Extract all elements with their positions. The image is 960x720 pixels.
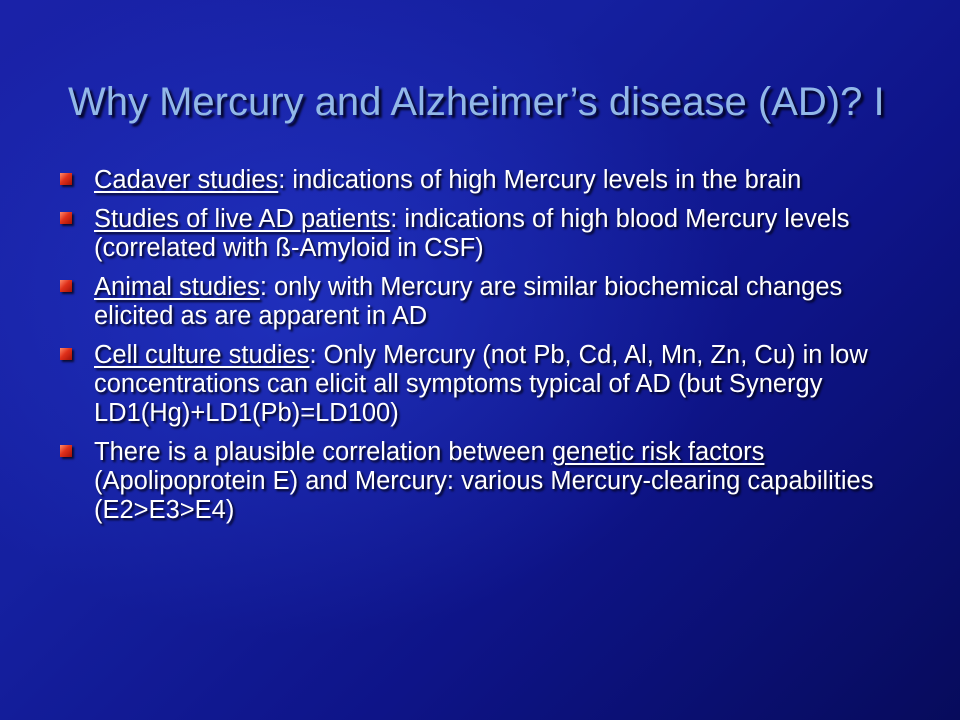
bullet-text: : Only Mercury (not Pb, Cd, Al, Mn, Zn, Cu) in low concentrations can elicit all symptoms typical of AD (but Synergy LD1(Hg)+LD1(Pb)=LD100) [94,341,868,427]
bullet-text: : indications of high blood Mercury levels (correlated with ß-Amyloid in CSF) [94,205,850,262]
bullet-item-live-patients [56,205,916,263]
bullet-text: : indications of high Mercury levels in the brain [278,166,802,194]
bullet-text: (Apolipoprotein E) and Mercury: various Mercury-clearing capabilities (E2>E3>E4) [94,467,874,524]
bullet-square-icon [60,212,72,224]
bullet-lead: Cadaver studies [94,166,279,194]
bullet-text: : only with Mercury are similar biochemical changes elicited as are apparent in AD [94,273,843,330]
bullet-square-icon [60,173,72,185]
bullet-item-cell-culture [56,341,916,428]
bullet-item-cadaver-studies [56,166,916,195]
bullet-square-icon [60,445,72,457]
slide-title: Why Mercury and Alzheimer’s disease (AD)? I [68,80,885,124]
bullet-lead: Animal studies [94,273,260,301]
bullet-item-genetic-risk [56,438,916,525]
bullet-item-animal-studies [56,273,916,331]
bullet-square-icon [60,280,72,292]
bullet-square-icon [60,348,72,360]
bullet-lead: Cell culture studies [94,341,310,369]
bullet-lead: genetic risk factors [551,438,765,466]
bullet-pre-text: There is a plausible correlation between [94,438,552,466]
bullet-lead: Studies of live AD patients [94,205,391,233]
bullet-list [56,166,916,535]
